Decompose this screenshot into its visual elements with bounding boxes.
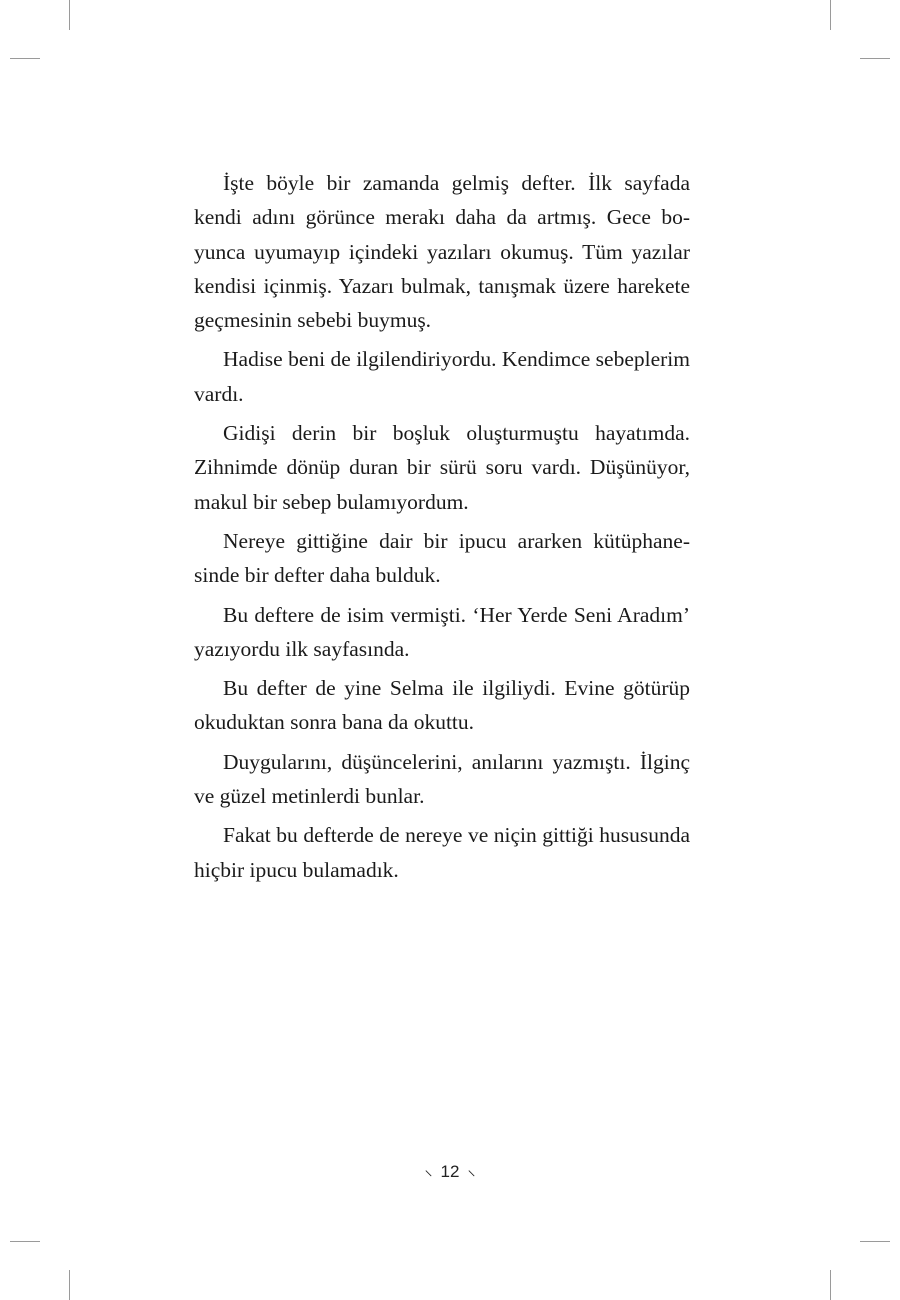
paragraph: Duygularını, düşüncelerini, anılarını yazmıştı. İlginç ve güzel metinlerdi bunlar.	[194, 749, 690, 809]
page-footer	[0, 1160, 900, 1182]
crop-mark-bottom-left-vertical	[69, 1270, 70, 1300]
paragraph: Hadise beni de ilgilendiriyordu. Kendimce sebeplerim vardı.	[194, 347, 690, 406]
paragraph: Fakat bu defterde de nereye ve niçin gittiği hususunda hiçbir ipucu bulamadık.	[194, 823, 690, 882]
crop-mark-bottom-left-horizontal	[10, 1241, 40, 1242]
ornament-left-icon: ⸜	[424, 1162, 433, 1179]
crop-mark-top-left-horizontal	[10, 58, 40, 59]
body-text	[194, 166, 690, 892]
crop-mark-top-right-vertical	[830, 0, 831, 30]
paragraph: Bu deftere de isim vermişti. ‘Her Yerde Seni Aradım’ yazıyordu ilk sayfasında.	[194, 602, 690, 661]
paragraph: Nereye gittiğine dair bir ipucu ararken kütüphanesinde bir defter daha bulduk.	[194, 528, 690, 588]
paragraph: Bu defter de yine Selma ile ilgiliydi. Evine götürüp okuduktan sonra bana da okuttu.	[194, 676, 690, 735]
crop-mark-top-right-horizontal	[860, 58, 890, 59]
crop-mark-top-left-vertical	[69, 0, 70, 30]
paragraph: İşte böyle bir zamanda gelmiş defter. İlk sayfada kendi adını görünce merakı daha da artmış. Gece boyunca uyumayıp içindeki yazıları okumuş. Tüm yazılar kendisi içinmiş. Yazarı bulmak, tanışmak üzere harekete geçmesinin sebebi buymuş.	[194, 171, 690, 333]
crop-mark-bottom-right-vertical	[830, 1270, 831, 1300]
page-number: 12	[440, 1162, 460, 1181]
ornament-right-icon: ⸜	[467, 1162, 476, 1179]
paragraph: Gidişi derin bir boşluk oluşturmuştu hayatımda. Zihnimde dönüp duran bir sürü soru vardı. Düşünüyor, makul bir sebep bulamıyordum.	[194, 421, 690, 514]
crop-mark-bottom-right-horizontal	[860, 1241, 890, 1242]
